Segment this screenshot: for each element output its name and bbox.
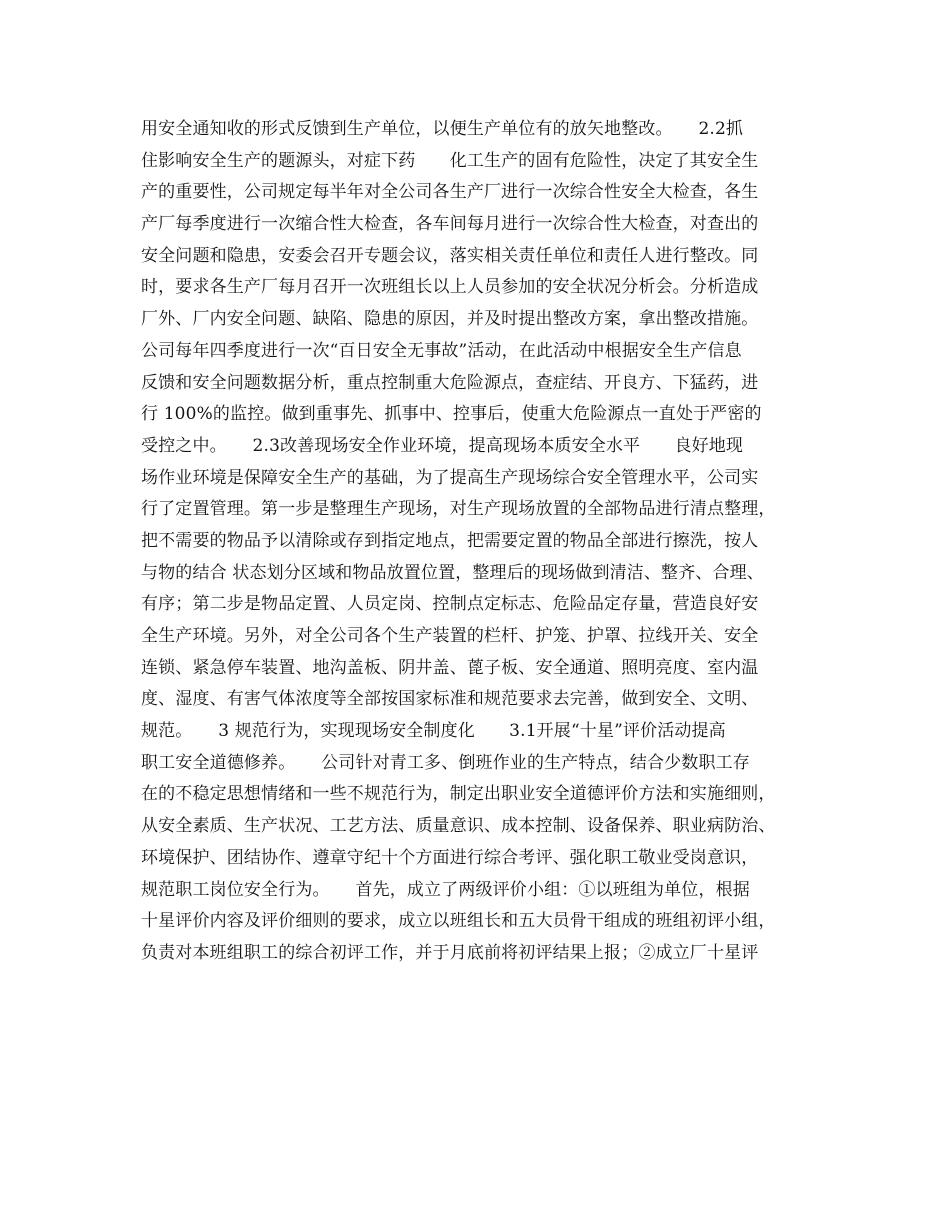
text-line: 规范职工岗位安全行为。 首先，成立了两级评价小组：①以班组为单位，根据 xyxy=(141,879,750,900)
text-line: 住影响安全生产的题源头，对症下药 化工生产的固有危险性，决定了其安全生 xyxy=(141,150,759,171)
text-line: 时，要求各生产厂每月召开一次班组长以上人员参加的安全状况分析会。分析造成 xyxy=(141,277,759,298)
text-line: 行了定置管理。第一步是整理生产现场，对生产现场放置的全部物品进行清点整理， xyxy=(141,499,776,520)
text-line: 厂外、厂内安全问题、缺陷、隐患的原因，并及时提出整改方案，拿出整改措施。 xyxy=(141,309,759,330)
text-line: 把不需要的物品予以清除或存到指定地点，把需要定置的物品全部进行擦洗，按人 xyxy=(141,530,759,551)
text-line: 安全问题和隐患，安委会召开专题会议，落实相关责任单位和责任人进行整改。同 xyxy=(141,245,759,266)
text-line: 从安全素质、生产状况、工艺方法、质量意识、成本控制、设备保养、职业病防治、 xyxy=(141,816,776,837)
text-line: 全生产环境。另外，对全公司各个生产装置的栏杆、护笼、护罩、拉线开关、安全 xyxy=(141,626,759,646)
text-line: 职工安全道德修养。 公司针对青工多、倒班作业的生产特点，结合少数职工存 xyxy=(141,752,750,773)
text-line: 在的不稳定思想情绪和一些不规范行为，制定出职业安全道德评价方法和实施细则， xyxy=(141,784,776,805)
text-line: 反馈和安全问题数据分析，重点控制重大危险源点，查症结、开良方、下猛药，进 xyxy=(141,372,759,393)
text-line: 产的重要性，公司规定每半年对全公司各生产厂进行一次综合性安全大检查，各生 xyxy=(141,182,759,203)
text-line: 公司每年四季度进行一次“百日安全无事故”活动，在此活动中根据安全生产信息 xyxy=(141,340,742,361)
text-line: 场作业环境是保障安全生产的基础，为了提高生产现场综合安全管理水平，公司实 xyxy=(141,467,759,488)
text-line: 与物的结合 状态划分区域和物品放置位置，整理后的现场做到清洁、整齐、合理、 xyxy=(141,562,764,583)
text-line: 十星评价内容及评价细则的要求，成立以班组长和五大员骨干组成的班组初评小组， xyxy=(141,911,776,932)
text-line: 度、湿度、有害气体浓度等全部按国家标准和规范要求去完善，做到安全、文明、 xyxy=(141,689,759,710)
text-line: 用安全通知收的形式反馈到生产单位，以便生产单位有的放矢地整改。 2.2抓 xyxy=(141,119,744,139)
text-line: 连锁、紧急停车装置、地沟盖板、阴井盖、蓖子板、安全通道、照明亮度、室内温 xyxy=(141,657,759,678)
text-line: 负责对本班组职工的综合初评工作，并于月底前将初评结果上报；②成立厂十星评 xyxy=(141,942,759,963)
text-line: 环境保护、团结协作、遵章守纪十个方面进行综合考评、强化职工敬业受岗意识， xyxy=(141,847,759,868)
document-body xyxy=(141,114,831,970)
text-line: 有序；第二步是物品定置、人员定岗、控制点定标志、危险品定存量，营造良好安 xyxy=(141,594,759,615)
text-line: 行 100%的监控。做到重事先、抓事中、控事后，使重大危险源点一直处于严密的 xyxy=(141,404,762,425)
text-line: 受控之中。 2.3改善现场安全作业环境，提高现场本质安全水平 良好地现 xyxy=(141,435,744,456)
text-line: 规范。 3 规范行为，实现现场安全制度化 3.1开展“十星”评价活动提高 xyxy=(141,721,726,742)
text-line: 产厂每季度进行一次缩合性大检查，各车间每月进行一次综合性大检查，对查出的 xyxy=(141,214,759,235)
